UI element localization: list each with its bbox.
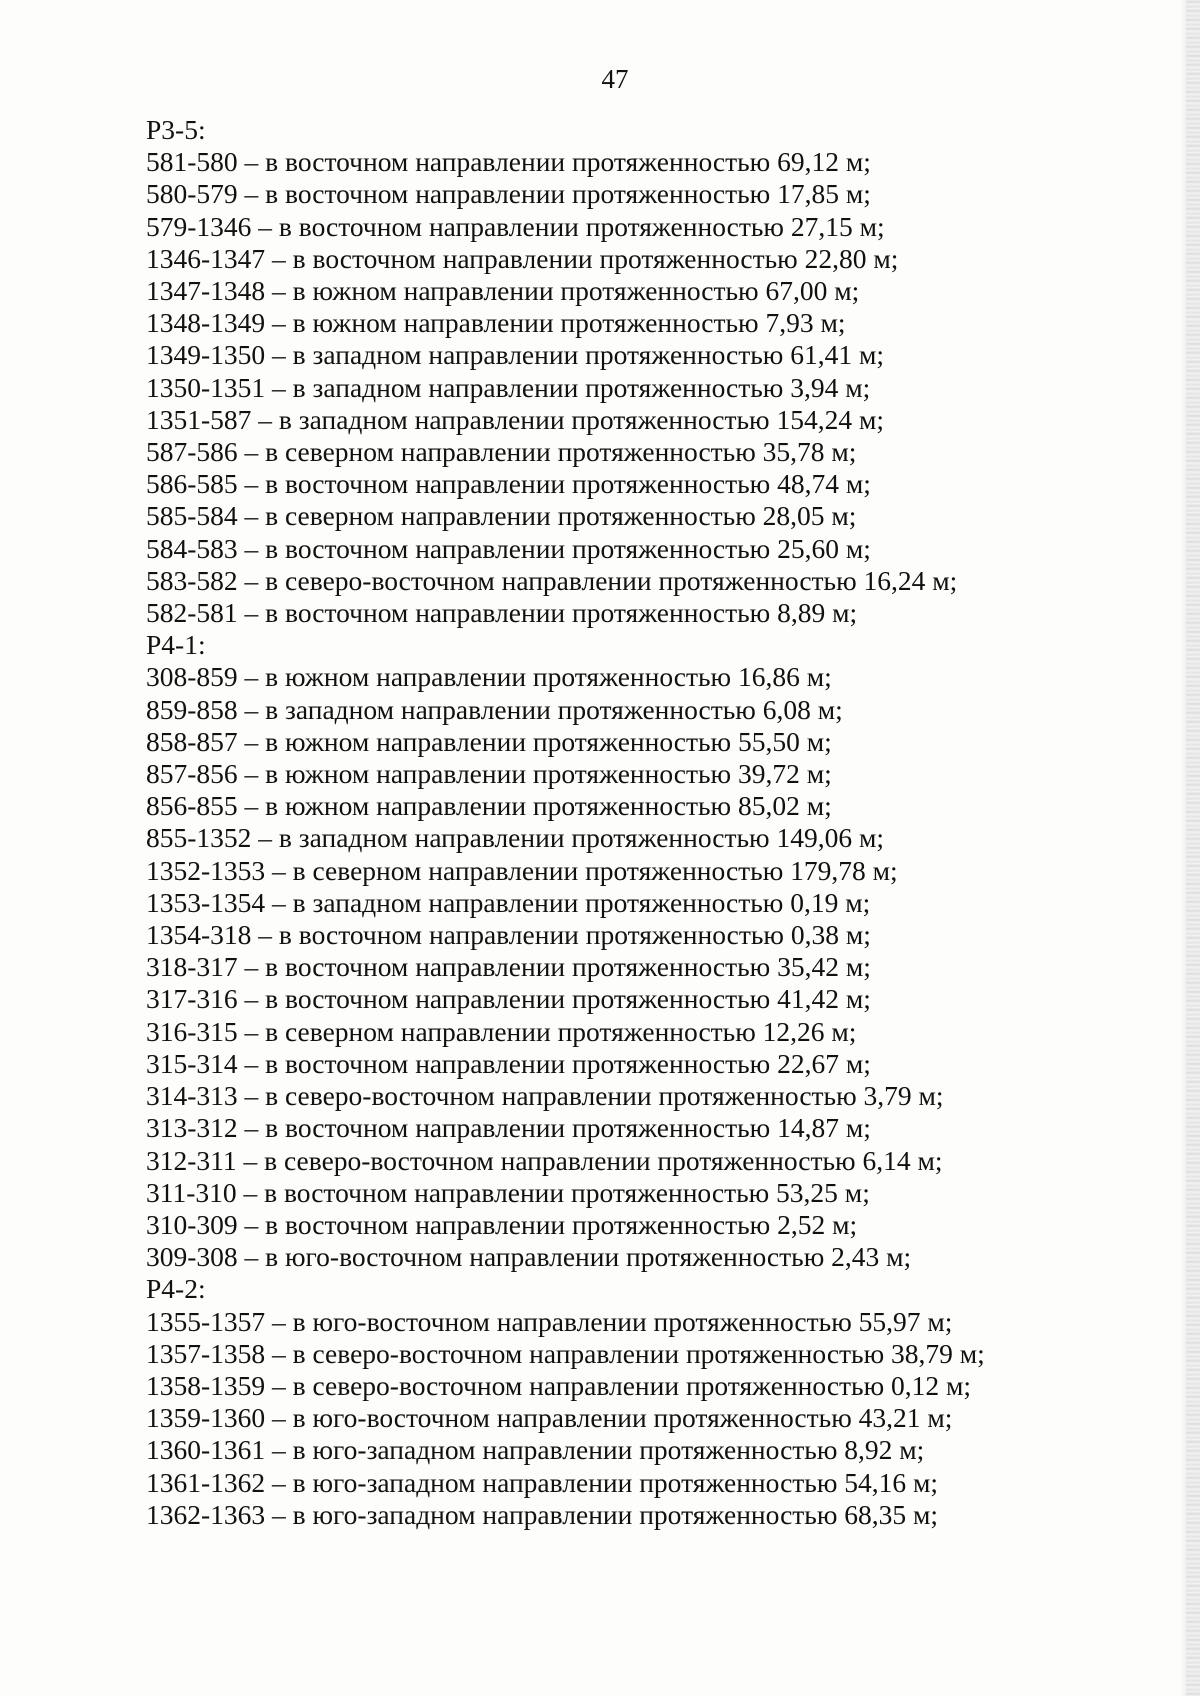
- boundary-line: 309-308 – в юго-восточном направлении протяженностью 2,43 м;: [146, 1241, 912, 1273]
- section-r4-2: [146, 1273, 1046, 1531]
- boundary-line: 582-581 – в восточном направлении протяженностью 8,89 м;: [146, 597, 858, 629]
- section-label: Р3-5:: [146, 114, 206, 145]
- page-number: 47: [601, 64, 629, 94]
- boundary-line: 856-855 – в южном направлении протяженностью 85,02 м;: [146, 790, 832, 822]
- boundary-line: 314-313 – в северо-восточном направлении протяженностью 3,79 м;: [146, 1080, 944, 1112]
- boundary-line: 308-859 – в южном направлении протяженностью 16,86 м;: [146, 661, 832, 693]
- boundary-line: 1361-1362 – в юго-западном направлении протяженностью 54,16 м;: [146, 1466, 939, 1498]
- boundary-description: [146, 114, 1046, 1531]
- boundary-line: 1362-1363 – в юго-западном направлении протяженностью 68,35 м;: [146, 1498, 939, 1530]
- boundary-line: 311-310 – в восточном направлении протяженностью 53,25 м;: [146, 1176, 870, 1208]
- boundary-line: 1352-1353 – в северном направлении протяженностью 179,78 м;: [146, 854, 898, 886]
- boundary-line: 1355-1357 – в юго-восточном направлении протяженностью 55,97 м;: [146, 1305, 953, 1337]
- boundary-line: 855-1352 – в западном направлении протяженностью 149,06 м;: [146, 822, 885, 854]
- boundary-line: 1349-1350 – в западном направлении протяженностью 61,41 м;: [146, 339, 885, 371]
- boundary-line: 858-857 – в южном направлении протяженностью 55,50 м;: [146, 725, 832, 757]
- scan-edge: [1186, 0, 1200, 1696]
- boundary-line: 583-582 – в северо-восточном направлении протяженностью 16,24 м;: [146, 564, 958, 596]
- boundary-line: 312-311 – в северо-восточном направлении протяженностью 6,14 м;: [146, 1144, 943, 1176]
- boundary-line: 317-316 – в восточном направлении протяженностью 41,42 м;: [146, 983, 871, 1015]
- boundary-line: 586-585 – в восточном направлении протяженностью 48,74 м;: [146, 468, 871, 500]
- boundary-line: 857-856 – в южном направлении протяженностью 39,72 м;: [146, 758, 832, 790]
- boundary-line: 580-579 – в восточном направлении протяженностью 17,85 м;: [146, 178, 871, 210]
- boundary-line: 1357-1358 – в северо-восточном направлении протяженностью 38,79 м;: [146, 1337, 985, 1369]
- boundary-line: 1347-1348 – в южном направлении протяженностью 67,00 м;: [146, 275, 860, 307]
- boundary-line: 859-858 – в западном направлении протяженностью 6,08 м;: [146, 693, 843, 725]
- boundary-line: 1350-1351 – в западном направлении протяженностью 3,94 м;: [146, 371, 871, 403]
- section-r3-5: [146, 114, 1046, 629]
- boundary-line: 1351-587 – в западном направлении протяженностью 154,24 м;: [146, 403, 885, 435]
- boundary-line: 310-309 – в восточном направлении протяженностью 2,52 м;: [146, 1208, 858, 1240]
- boundary-line: 315-314 – в восточном направлении протяженностью 22,67 м;: [146, 1047, 871, 1079]
- boundary-line: 1360-1361 – в юго-западном направлении протяженностью 8,92 м;: [146, 1434, 925, 1466]
- boundary-line: 584-583 – в восточном направлении протяженностью 25,60 м;: [146, 532, 871, 564]
- section-r4-1: [146, 629, 1046, 1273]
- boundary-line: 579-1346 – в восточном направлении протяженностью 27,15 м;: [146, 210, 885, 242]
- boundary-line: 1354-318 – в восточном направлении протяженностью 0,38 м;: [146, 919, 871, 951]
- boundary-line: 316-315 – в северном направлении протяженностью 12,26 м;: [146, 1015, 857, 1047]
- boundary-line: 585-584 – в северном направлении протяженностью 28,05 м;: [146, 500, 857, 532]
- boundary-line: 587-586 – в северном направлении протяженностью 35,78 м;: [146, 436, 857, 468]
- boundary-line: 1358-1359 – в северо-восточном направлении протяженностью 0,12 м;: [146, 1369, 972, 1401]
- section-label: Р4-2:: [146, 1273, 206, 1305]
- boundary-line: 318-317 – в восточном направлении протяженностью 35,42 м;: [146, 951, 871, 983]
- section-label: Р4-1:: [146, 629, 206, 661]
- boundary-line: 1353-1354 – в западном направлении протяженностью 0,19 м;: [146, 886, 871, 918]
- boundary-line: 1348-1349 – в южном направлении протяженностью 7,93 м;: [146, 307, 846, 339]
- boundary-line: 1346-1347 – в восточном направлении протяженностью 22,80 м;: [146, 242, 899, 274]
- boundary-line: 313-312 – в восточном направлении протяженностью 14,87 м;: [146, 1112, 871, 1144]
- boundary-line: 581-580 – в восточном направлении протяженностью 69,12 м;: [146, 146, 871, 178]
- boundary-line: 1359-1360 – в юго-восточном направлении протяженностью 43,21 м;: [146, 1402, 953, 1434]
